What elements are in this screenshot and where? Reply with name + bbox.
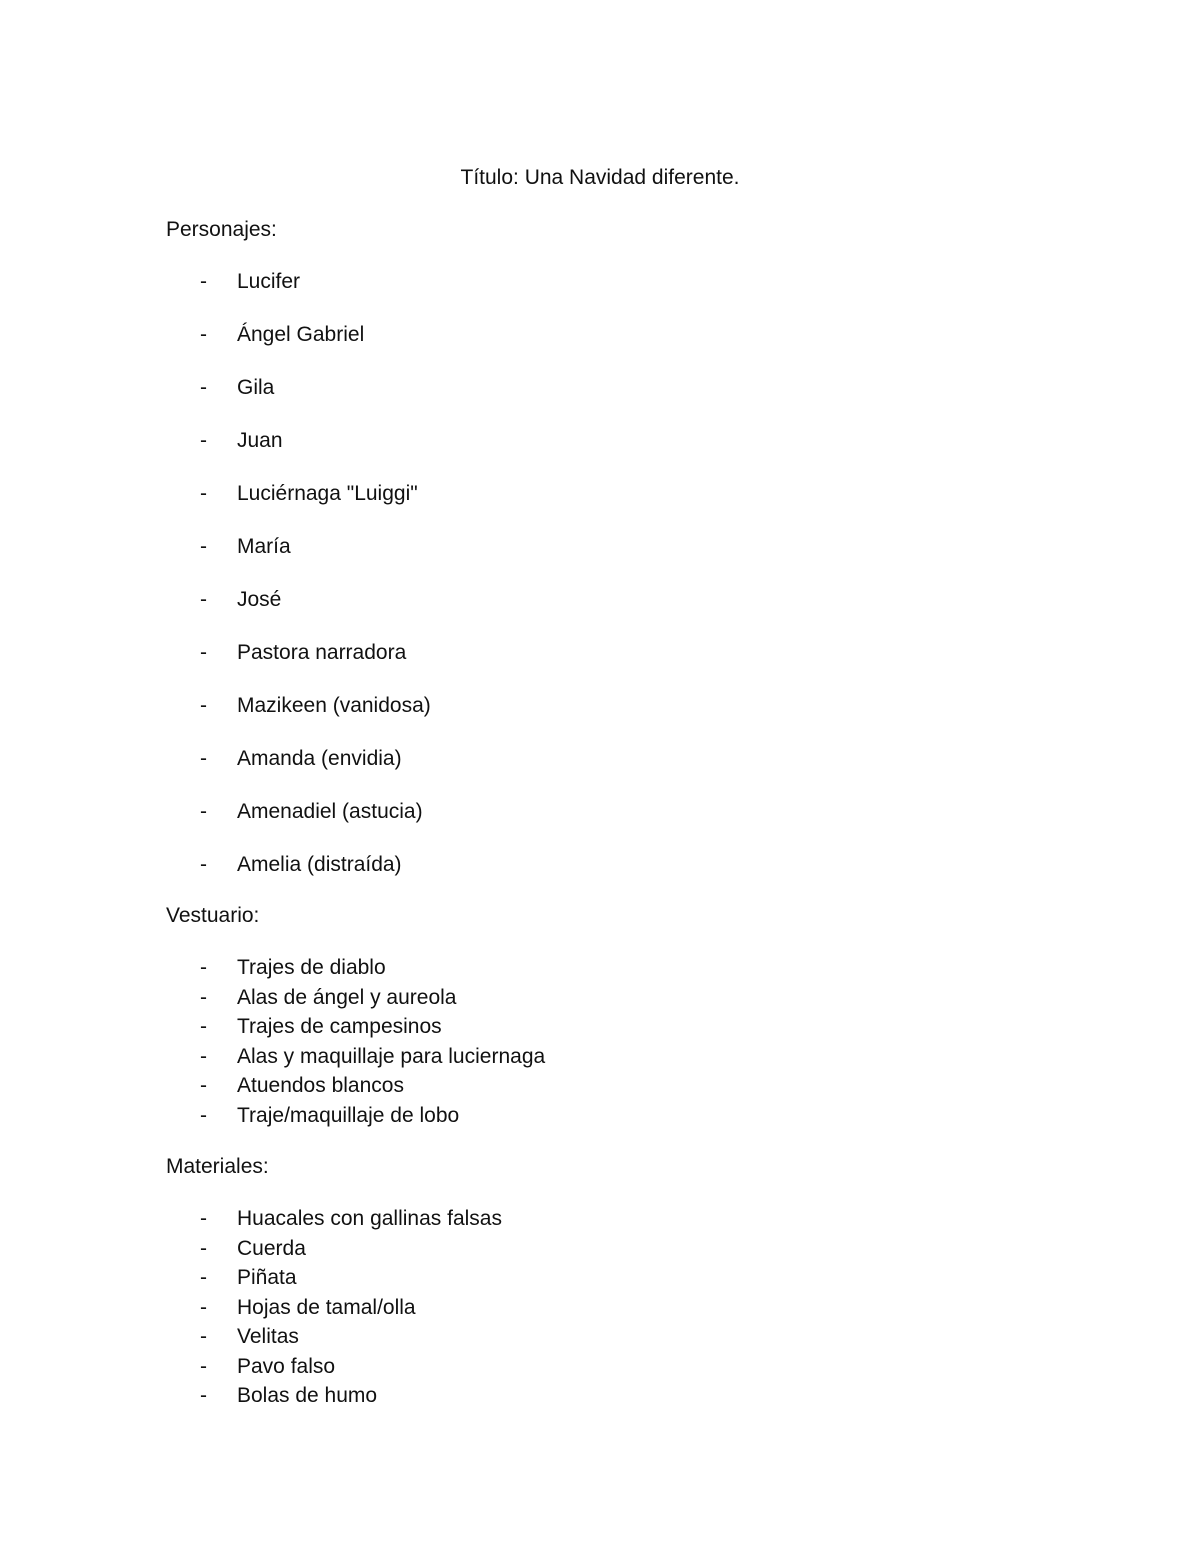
bullet-dash: - (200, 1236, 207, 1260)
bullet-dash: - (200, 1044, 207, 1068)
document-title: Título: Una Navidad diferente. (460, 166, 740, 189)
bullet-dash: - (200, 1266, 207, 1289)
bullet-dash: - (200, 1295, 207, 1319)
bullet-dash: - (200, 956, 207, 979)
bullet-dash: - (200, 376, 207, 399)
bullet-dash: - (200, 985, 207, 1009)
bullet-dash: - (200, 1207, 207, 1230)
bullet-dash: - (200, 482, 207, 505)
bullet-dash: - (200, 1103, 207, 1127)
document-page: Título: Una Navidad diferente. Personajes: - Lucifer - Ángel Gabriel - Gila - Juan - Luciérnaga "Luiggi" - María - José - Pastora narradora - Mazikeen (vanidosa) - Amanda (envidia) - Amenadiel (astucia) - Amelia (distraída) Vestuario: - Trajes de diablo - Alas de ángel y aureola - Trajes de campesinos - Alas y maquillaje para luciernaga - Atuendos blancos - Traje/maquillaje de lobo Materiales: - Huacales con gallinas falsas - Cuerda - Piñata - Hojas de tamal/olla - Velitas - Pavo falso - Bolas de humo (0, 0, 1200, 1553)
bullet-dash: - (200, 1074, 207, 1097)
bullet-dash: - (200, 323, 207, 346)
bullet-dash: - (200, 694, 207, 717)
bullet-dash: - (200, 429, 207, 452)
bullet-dash: - (200, 1354, 207, 1378)
bullet-dash: - (200, 535, 207, 558)
heading-personajes: Personajes: (166, 218, 277, 241)
bullet-dash: - (200, 1015, 207, 1038)
bullet-dash: - (200, 853, 207, 876)
bullet-dash: - (200, 1384, 207, 1407)
bullet-dash: - (200, 588, 207, 611)
bullet-dash: - (200, 1325, 207, 1348)
bullet-dash: - (200, 747, 207, 770)
bullet-dash: - (200, 800, 207, 823)
heading-vestuario: Vestuario: (166, 904, 260, 927)
heading-materiales: Materiales: (166, 1155, 269, 1178)
bullet-dash: - (200, 641, 207, 664)
bullet-dash: - (200, 270, 207, 293)
